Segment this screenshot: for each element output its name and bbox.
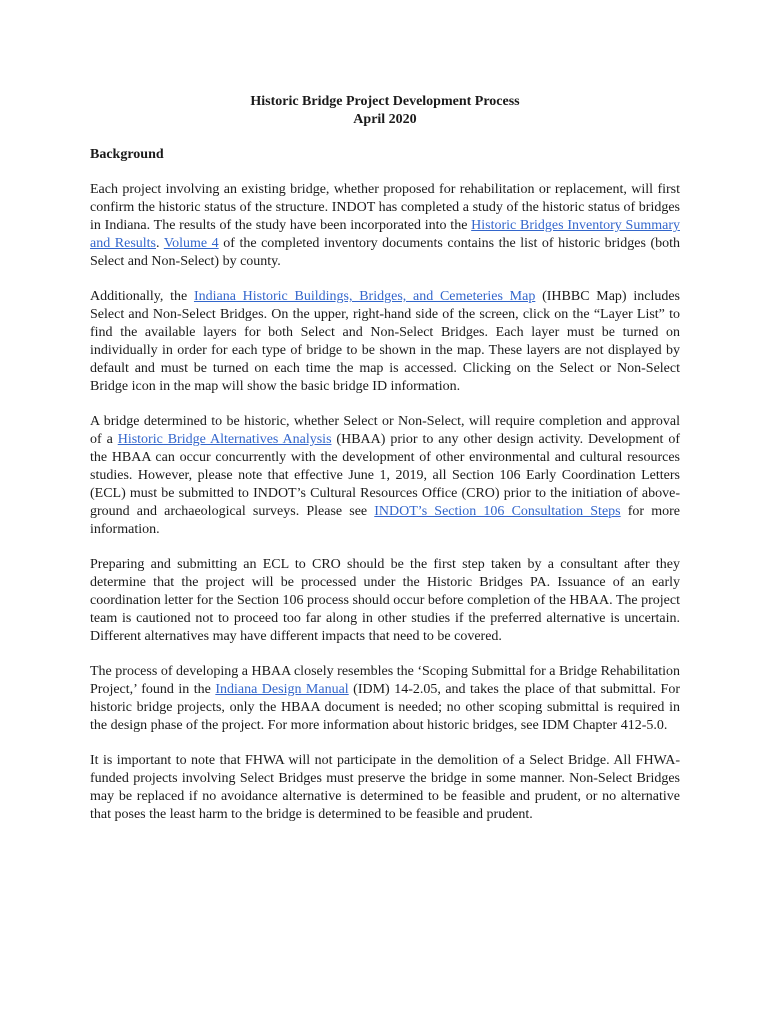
document-title: Historic Bridge Project Development Process	[250, 94, 520, 109]
link-volume-4[interactable]: Volume 4	[163, 236, 219, 251]
link-ihbbc-map[interactable]: Indiana Historic Buildings, Bridges, and Cemeteries Map	[193, 289, 536, 304]
paragraph-text: .	[156, 236, 164, 251]
paragraph-text: Each project involving an existing bridge, whether proposed for rehabilitation or replacement, will first confirm the historic status of the structure. INDOT has completed a study of the historic status of bridges in Indiana. The results of the study have been incorporated into the	[90, 182, 680, 233]
paragraph-ecl-submission: Preparing and submitting an ECL to CRO should be the first step taken by a consultant after they determine that the project will be processed under the Historic Bridges PA. Issuance of an early coordination letter for the Section 106 process should occur before completion of the HBAA. The project team is cautioned not to proceed too far along in other studies if the preferred alternative is uncertain. Different alternatives may have different impacts that need to be covered.	[90, 557, 680, 644]
document-page	[90, 93, 680, 824]
paragraph-ihbbc-map	[90, 288, 680, 396]
paragraph-fhwa-participation: It is important to note that FHWA will not participate in the demolition of a Select Bridge. All FHWA-funded projects involving Select Bridges must preserve the bridge in some manner. Non-Select Bridges may be replaced if no avoidance alternative is determined to be feasible and prudent, or no alternative that poses the least harm to the bridge is determined to be feasible and prudent.	[90, 753, 680, 822]
paragraph-text: (HBAA) prior to any other design activity. Development of the HBAA can occur concurrently with the development of other environmental and cultural resources studies. However, please note that effective June 1, 2019, all Section 106 Early Coordination Letters (ECL) must be submitted to INDOT’s Cultural Resources Office (CRO) prior to the initiation of above-ground and archaeological surveys. Please see	[90, 432, 680, 519]
link-historic-bridge-alternatives-analysis[interactable]: Historic Bridge Alternatives Analysis	[117, 432, 332, 447]
paragraph-text: of the completed inventory documents contains the list of historic bridges (both Select and Non-Select) by county.	[90, 236, 680, 269]
link-section-106-consultation-steps[interactable]: INDOT’s Section 106 Consultation Steps	[374, 504, 621, 519]
document-date: April 2020	[353, 112, 417, 127]
paragraph-historic-status	[90, 181, 680, 271]
paragraph-text: (IHBBC Map) includes Select and Non-Select Bridges. On the upper, right-hand side of the screen, click on the “Layer List” to find the available layers for both Select and Non-Select Bridges. Each layer must be turned on individually in order for each type of bridge to be shown in the map. These layers are not displayed by default and must be turned on each time the map is accessed. Clicking on the Select or Non-Select Bridge icon in the map will show the basic bridge ID information.	[90, 289, 680, 394]
paragraph-text: The process of developing a HBAA closely resembles the ‘Scoping Submittal for a Bridge Rehabilitation Project,’ found in the	[90, 664, 680, 697]
paragraph-text: Additionally, the	[90, 289, 194, 304]
section-heading-background: Background	[90, 147, 164, 162]
paragraph-text: A bridge determined to be historic, whether Select or Non-Select, will require completion and approval of a	[90, 414, 680, 447]
link-historic-bridges-inventory[interactable]: Historic Bridges Inventory Summary and Results	[90, 218, 680, 251]
link-indiana-design-manual[interactable]: Indiana Design Manual	[215, 682, 349, 697]
paragraph-hbaa-process	[90, 663, 680, 735]
paragraph-text: for more information.	[90, 504, 681, 537]
paragraph-text: (IDM) 14-2.05, and takes the place of that submittal. For historic bridge projects, only the HBAA document is needed; no other scoping submittal is required in the design phase of the project. For more information about historic bridges, see IDM Chapter 412-5.0.	[90, 682, 680, 733]
paragraph-hbaa-requirement	[90, 413, 680, 539]
